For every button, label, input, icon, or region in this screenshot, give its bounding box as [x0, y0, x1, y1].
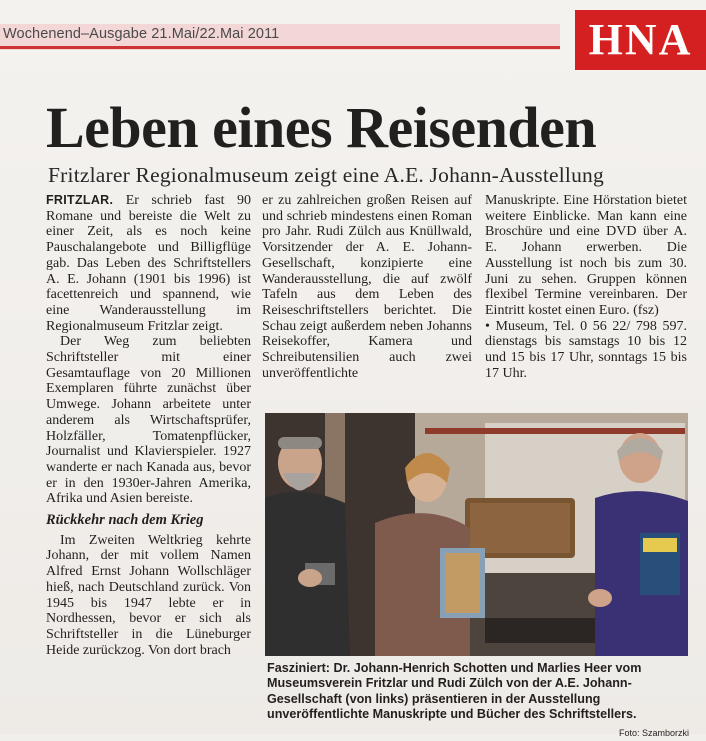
article-subheadline: Fritzlarer Regionalmuseum zeigt eine A.E. Johann-Ausstellung	[48, 163, 604, 187]
hna-logo	[575, 10, 706, 70]
article-photo	[265, 413, 688, 656]
sub-heading: Rückkehr nach dem Krieg	[46, 512, 204, 529]
paragraph-2: Der Weg zum beliebten Schriftsteller mit einer Gesamtauflage von 20 Millionen Exemplaren führte zunächst über Umwege. Johann arbeitete unter anderem als Wirtschaftsprüfer, Holzfäller, Tomatenpflücker, Journalist und Klavierspieler. 1927 wanderte er nach Kanada aus, bevor er in den 1930er-Jahren Amerika, Afrika und Asien bereiste.	[46, 334, 251, 507]
paragraph-4: er zu zahlreichen großen Reisen auf und schrieb mindestens einen Roman pro Jahr. Rudi Zülch aus Knüllwald, Vorsitzender der A. E. Johann-Gesellschaft, konzipierte eine Wanderausstellung, die auf zwölf Tafeln aus dem Leben des Reiseschriftstellers berichtet. Die Schau zeigt außerdem neben Johanns Reisekoffer, Kamera und Schreibutensilien auch zwei unveröffentlichte	[262, 193, 472, 381]
hna-logo-text: HNA	[588, 15, 693, 64]
column-3	[485, 193, 687, 381]
museum-info: • Museum, Tel. 0 56 22/ 798 597. dienstags bis samstags 10 bis 12 und 15 bis 17 Uhr, sonntags 15 bis 17 Uhr.	[485, 318, 687, 381]
dateline: FRITZLAR.	[46, 193, 114, 207]
photo-illustration	[265, 413, 688, 656]
edition-label: Wochenend–Ausgabe 21.Mai/22.Mai 2011	[3, 26, 280, 42]
column-1	[46, 193, 251, 733]
paragraph-1-text: Er schrieb fast 90 Romane und bereiste die Welt zu einer Zeit, als es noch keine Pauschalangebote und Billigflüge gab. Das Leben des Schriftstellers A. E. Johann (1901 bis 1996) ist facettenreich und spannend, wie eine Wanderausstellung im Regionalmuseum Fritzlar zeigt.	[46, 193, 251, 334]
caption-lead: Fasziniert:	[267, 661, 330, 675]
edition-rule	[0, 46, 560, 49]
column-2	[262, 193, 472, 381]
photo-caption	[267, 661, 689, 741]
paragraph-5: Manuskripte. Eine Hörstation bietet weitere Einblicke. Man kann eine Broschüre und eine DVD über A. E. Johann erwerben. Die Ausstellung ist noch bis zum 30. Juni zu sehen. Gruppen können flexibel Termine vereinbaren. Der Eintritt kostet einen Euro. (fsz)	[485, 193, 687, 318]
article-headline: Leben eines Reisenden	[46, 95, 597, 160]
caption-text: Dr. Johann-Henrich Schotten und Marlies Heer vom Museumsverein Fritzlar und Rudi Zülch von der A.E. Johann-Gesellschaft (von links) präsentieren in der Ausstellung unveröffentlichte Manuskripte und Bücher des Schriftstellers.	[267, 661, 642, 722]
photo-credit: Foto: Szamborzki	[618, 727, 689, 738]
paragraph-3: Im Zweiten Weltkrieg kehrte Johann, der mit vollem Namen Alfred Ernst Johann Wollschläger hieß, nach Deutschland zurück. Von 1945 bis 1947 lebte er in Nordhessen, bevor er sich als Schriftsteller in die Lüneburger Heide zurückzog. Von dort brach	[46, 532, 251, 658]
paragraph-1	[46, 193, 251, 334]
